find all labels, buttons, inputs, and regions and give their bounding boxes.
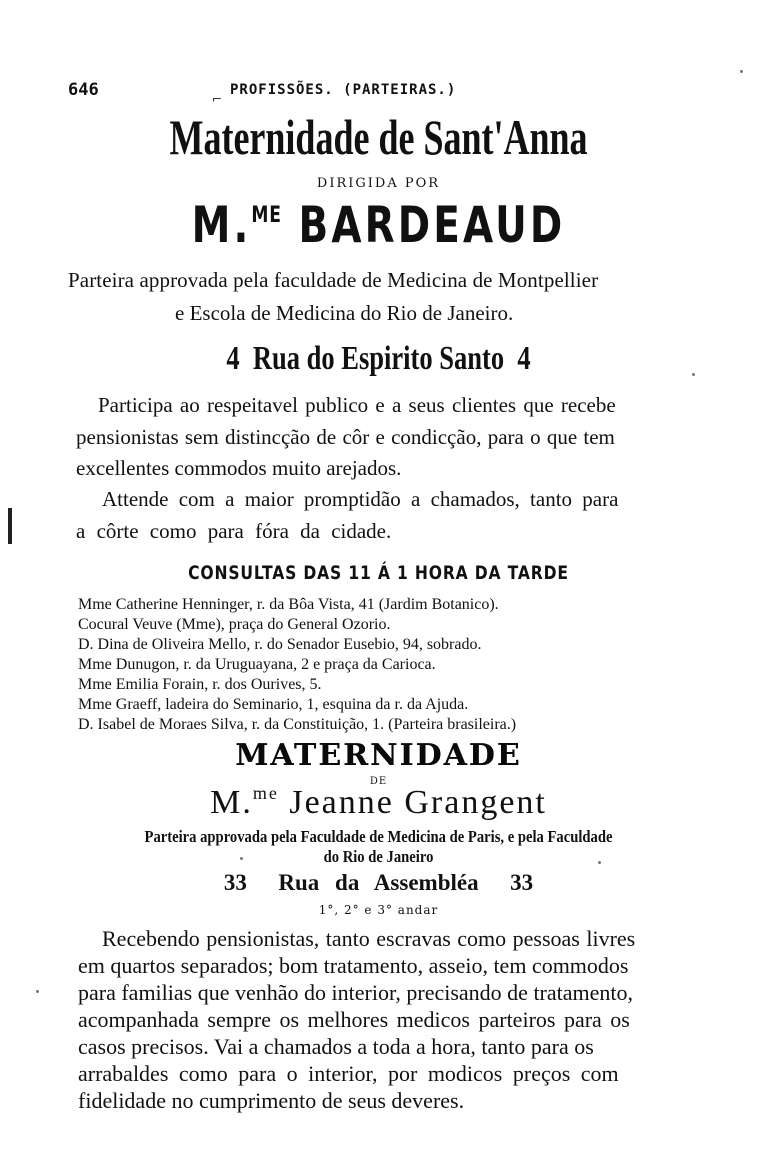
ad2-paragraph-line-5: casos precisos. Vai a chamados a toda a hora, tanto para os: [78, 1034, 594, 1059]
ad2-paragraph-line-7: fidelidade no cumprimento de seus deveres.: [78, 1088, 465, 1113]
ad1-paragraph-line-3: excellentes commodos muito arejados.: [76, 456, 402, 480]
ad2-de: DE: [369, 776, 388, 787]
speck: [740, 70, 743, 73]
ad2-paragraph-line-4: acompanhada sempre os melhores medicos parteiros para os: [78, 1007, 630, 1032]
print-mark: ⌐: [212, 92, 223, 106]
midwife-list-item: Mme Dunugon, r. da Uruguayana, 2 e praça da Carioca.: [78, 656, 436, 673]
ad2-credentials-line-1: Parteira approvada pela Faculdade de Medicina de Paris, e pela Faculdade: [144, 827, 613, 846]
ad1-paragraph-line-2: pensionistas sem distincção de côr e condicção, para o que tem: [76, 425, 615, 449]
ad1-paragraph-line-4: Attende com a maior promptidão a chamados, tanto para: [102, 487, 619, 511]
midwife-list-item: Mme Emilia Forain, r. dos Ourives, 5.: [78, 676, 322, 693]
speck: [598, 861, 601, 864]
ad1-address: 4 Rua do Espirito Santo 4: [226, 340, 531, 377]
ad2-address: 33 Rua da Assembléa 33: [223, 870, 534, 895]
speck: [692, 373, 695, 376]
speck: [240, 857, 243, 860]
ad1-directed-by: DIRIGIDA POR: [316, 176, 441, 191]
ad1-title: Maternidade de Sant'Anna: [169, 109, 588, 165]
ad1-paragraph-line-5: a côrte como para fóra da cidade.: [76, 519, 392, 543]
midwife-list-item: D. Dina de Oliveira Mello, r. do Senador Eusebio, 94, sobrado.: [78, 636, 482, 653]
consultation-hours: CONSULTAS DAS 11 Á 1 HORA DA TARDE: [188, 562, 569, 584]
ad2-paragraph-line-2: em quartos separados; bom tratamento, asseio, tem commodos: [78, 953, 629, 978]
ad1-credentials-line-1: Parteira approvada pela faculdade de Medicina de Montpellier: [68, 268, 599, 292]
ad2-floors: 1°, 2° e 3° andar: [318, 903, 439, 917]
margin-mark: [8, 508, 12, 544]
ad2-title: MATERNIDADE: [235, 738, 522, 773]
speck: [36, 990, 39, 993]
ad2-paragraph-line-1: Recebendo pensionistas, tanto escravas como pessoas livres: [102, 926, 636, 951]
page-number: 646: [68, 80, 99, 100]
midwife-list-item: Mme Catherine Henninger, r. da Bôa Vista, 41 (Jardim Botanico).: [78, 596, 499, 613]
midwife-list-item: Cocural Veuve (Mme), praça do General Ozorio.: [78, 616, 391, 633]
running-head: PROFISSÕES. (PARTEIRAS.): [230, 82, 457, 98]
midwife-list-item: D. Isabel de Moraes Silva, r. da Constituição, 1. (Parteira brasileira.): [78, 716, 517, 733]
midwife-list-item: Mme Graeff, ladeira do Seminario, 1, esquina da r. da Ajuda.: [78, 696, 469, 713]
ad2-paragraph-line-6: arrabaldes como para o interior, por modicos preços com: [78, 1061, 619, 1086]
ad1-credentials-line-2: e Escola de Medicina do Rio de Janeiro.: [175, 301, 514, 325]
ad2-paragraph-line-3: para familias que venhão do interior, precisando de tratamento,: [78, 980, 634, 1005]
ad1-name: M.$^{ME}$ BARDEAUD: [191, 196, 566, 254]
ad2-credentials-line-2: do Rio de Janeiro: [323, 847, 434, 866]
ad2-name: M.$^{me}$ Jeanne Grangent: [210, 783, 547, 821]
ad1-paragraph-line-1: Participa ao respeitavel publico e a seus clientes que recebe: [98, 393, 616, 417]
